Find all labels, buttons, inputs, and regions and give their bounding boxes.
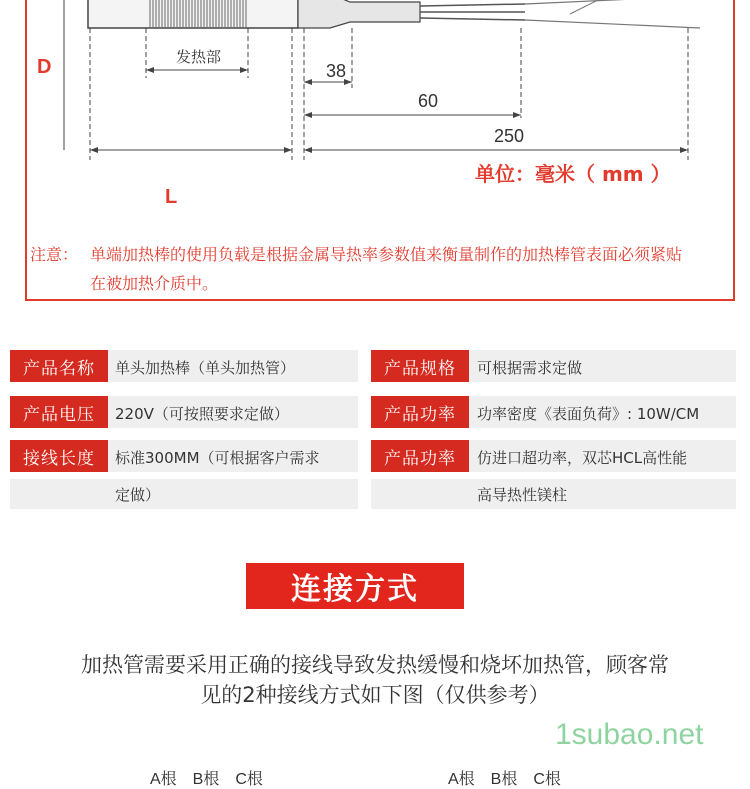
spec-label-product-spec: 产品规格 [371, 350, 469, 382]
connection-method-description [20, 650, 730, 710]
spec-value-power-performance-line1: 仿进口超功率，双芯HCL高性能 [477, 449, 688, 467]
spec-value-power-performance-line2: 高导热性镁柱 [477, 486, 568, 504]
spec-label-product-name: 产品名称 [10, 350, 108, 382]
spec-label-voltage: 产品电压 [10, 396, 108, 428]
bottom-wire-labels-right: A根 B根 C根 [448, 771, 561, 788]
spec-value-product-name: 单头加热棒（单头加热管） [115, 359, 296, 377]
spec-value-wire-length-line1: 标准300MM（可根据客户需求 [115, 449, 320, 467]
watermark: 1subao.net [555, 718, 704, 751]
spec-label-power-performance: 产品功率 [371, 440, 469, 472]
dimension-60-label: 60 [418, 91, 439, 111]
spec-label-wire-length: 接线长度 [10, 440, 108, 472]
spec-value-voltage: 220V（可按照要求定做） [115, 405, 289, 423]
spec-label-power-density: 产品功率 [371, 396, 469, 428]
heater-dimension-drawing [0, 0, 750, 240]
spec-row-wire-length-cont [10, 479, 358, 509]
dimension-l-label: L [165, 186, 178, 208]
spec-value-wire-length-line2: 定做） [115, 486, 161, 504]
heating-section-label: 发热部 [176, 49, 222, 66]
connection-method-title: 连接方式 [246, 563, 464, 609]
spec-value-product-spec: 可根据需求定做 [477, 359, 583, 377]
description-line-2: 见的2种接线方式如下图（仅供参考） [200, 683, 550, 707]
dimension-250-label: 250 [494, 126, 525, 146]
note-label: 注意： [30, 245, 79, 264]
unit-label: 单位：毫米（ mm ） [475, 162, 671, 186]
description-line-1: 加热管需要采用正确的接线导致发热缓慢和烧坏加热管，顾客常 [81, 653, 669, 677]
dimension-38-label: 38 [326, 61, 347, 81]
spec-value-power-density: 功率密度《表面负荷》: 10W/CM [477, 405, 700, 423]
bottom-wire-labels-left: A根 B根 C根 [150, 771, 263, 788]
dimension-d-label: D [37, 56, 52, 78]
note-text: 单端加热棒的使用负载是根据金属导热率参数值来衡量制作的加热棒管表面必须紧贴在被加热介质中。 [90, 245, 683, 293]
